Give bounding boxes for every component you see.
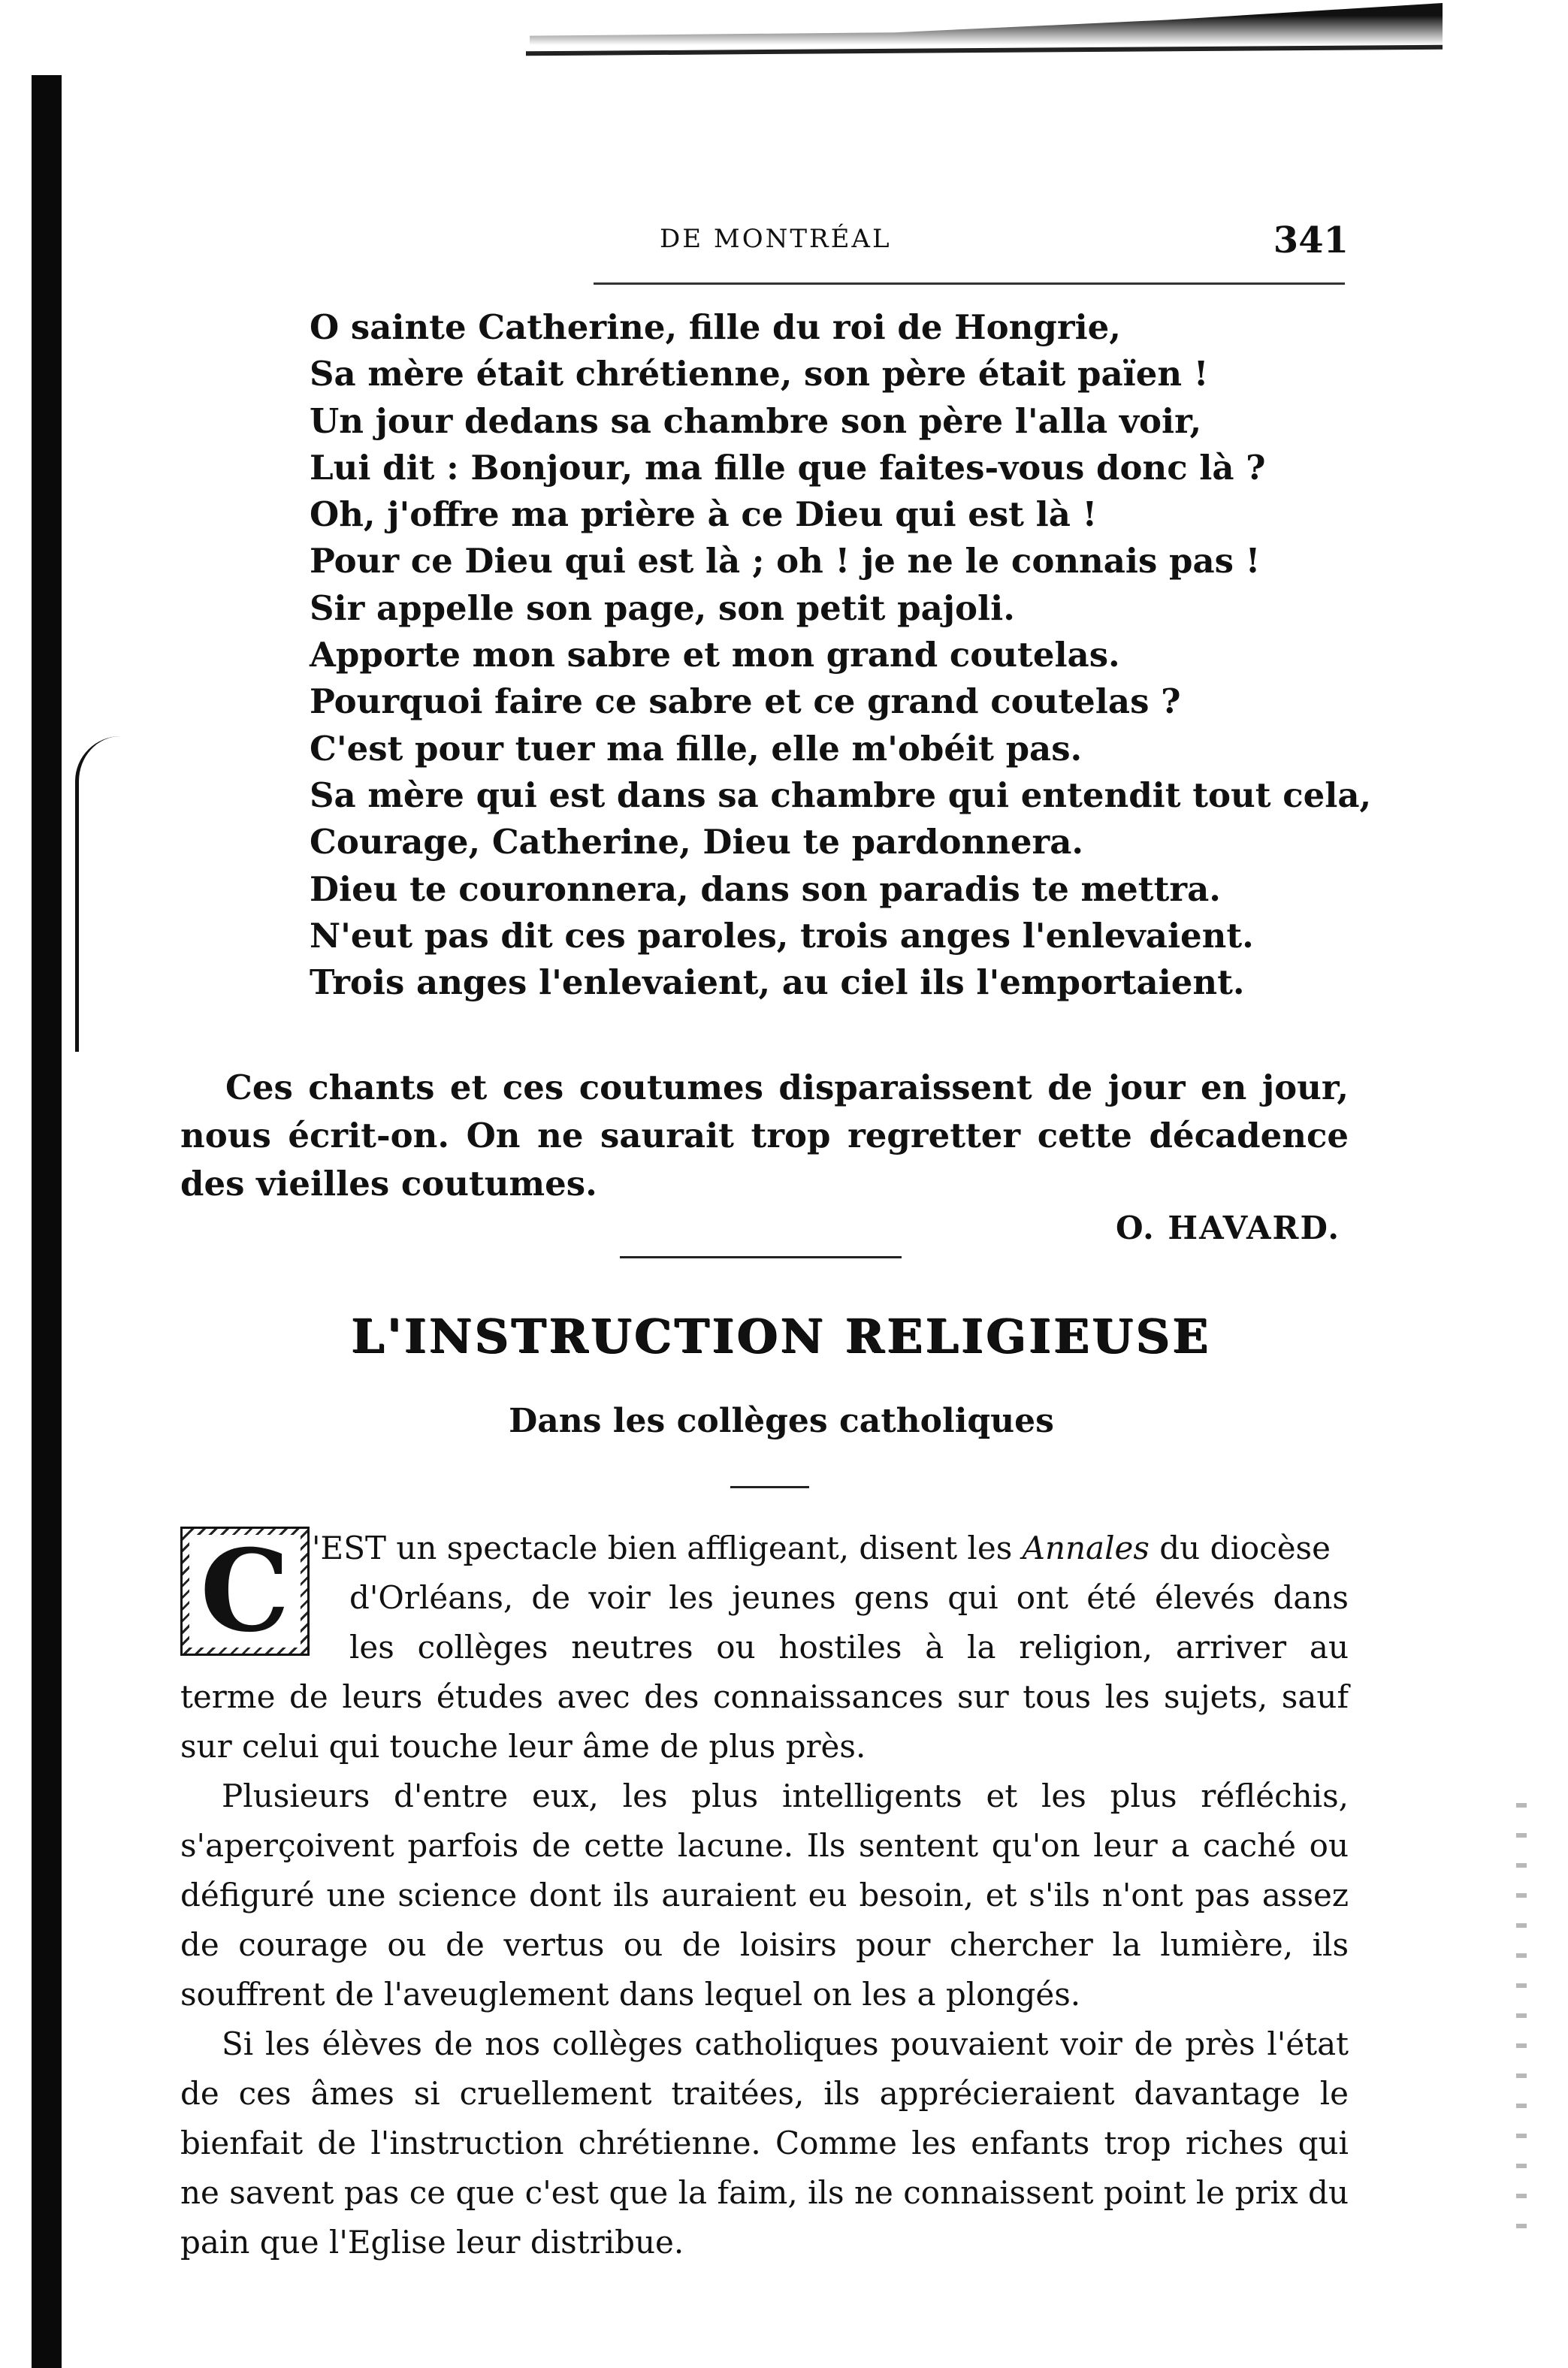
subtitle-separator [730, 1486, 809, 1488]
poem-line: C'est pour tuer ma fille, elle m'obéit pas. [310, 728, 1083, 769]
poem-line: Sir appelle son page, son petit pajoli. [310, 587, 1015, 628]
poem-line: Pourquoi faire ce sabre et ce grand coutelas ? [310, 681, 1181, 722]
header-rule [594, 282, 1345, 285]
italic-source-title: Annales [1022, 1530, 1150, 1566]
poem [310, 304, 1372, 1006]
paragraph-1-text: du diocèse [1149, 1530, 1331, 1566]
poem-line: Sa mère qui est dans sa chambre qui entendit tout cela, [310, 775, 1372, 815]
page-header [184, 219, 1352, 264]
paragraph-3: Si les élèves de nos collèges catholiques pouvaient voir de près l'état de ces âmes si cruellement traitées, ils apprécieraient davantage le bienfait de l'instruction chrétienne. Comme les enfants trop riches qui ne savent pas ce que c'est que la faim, ils ne connaissent point le prix du pain que l'Eglise leur distribue. [180, 2025, 1349, 2261]
poem-line: N'eut pas dit ces paroles, trois anges l'enlevaient. [310, 915, 1254, 956]
page-number: 341 [1273, 219, 1349, 261]
scan-bleed-through [1495, 1803, 1548, 2254]
poem-line: Dieu te couronnera, dans son paradis te mettra. [310, 868, 1221, 909]
poem-line: Courage, Catherine, Dieu te pardonnera. [310, 822, 1084, 862]
section-separator [620, 1256, 902, 1258]
drop-cap [180, 1527, 310, 1656]
poem-line: Oh, j'offre ma prière à ce Dieu qui est là ! [310, 494, 1098, 535]
scan-edge-top-line [526, 45, 1443, 56]
poem-line: Sa mère était chrétienne, son père était païen ! [310, 354, 1209, 394]
author-signature: O. HAVARD. [1116, 1210, 1340, 1246]
paragraph-1-line-3: les collèges neutres ou hostiles à la religion, arriver au [349, 1629, 1349, 1666]
paragraph-1-text: 'EST un spectacle bien affligeant, disent les [312, 1530, 1023, 1566]
closing-paragraph: Ces chants et ces coutumes disparaissent de jour en jour, nous écrit-on. On ne saurait trop regretter cette décadence des vieilles coutumes. [180, 1068, 1349, 1204]
poem-line: Lui dit : Bonjour, ma fille que faites-vous donc là ? [310, 447, 1266, 488]
running-head: DE MONTRÉAL [660, 224, 892, 254]
poem-line: O sainte Catherine, fille du roi de Hongrie, [310, 307, 1121, 347]
paragraph-2: Plusieurs d'entre eux, les plus intelligents et les plus réfléchis, s'aperçoivent parfois de cette lacune. Ils sentent qu'on leur a caché ou défiguré une science dont ils auraient eu besoin, et s'ils n'ont pas assez de courage ou de vertus ou de loisirs pour chercher la lumière, ils souffrent de l'aveuglement dans lequel on les a plongés. [180, 1778, 1349, 2013]
scan-page-curl [75, 736, 124, 1052]
poem-line: Trois anges l'enlevaient, au ciel ils l'emportaient. [310, 962, 1245, 1003]
paragraph-1-line-1 [312, 1524, 1349, 1573]
section-title: L'INSTRUCTION RELIGIEUSE [351, 1309, 1212, 1364]
poem-line: Un jour dedans sa chambre son père l'alla voir, [310, 400, 1202, 441]
paragraph-1-line-2: d'Orléans, de voir les jeunes gens qui ont été élevés dans [349, 1579, 1349, 1616]
section-subtitle: Dans les collèges catholiques [509, 1402, 1054, 1440]
scan-edge-left [32, 75, 62, 2368]
paragraph-1-rest: terme de leurs études avec des connaissances sur tous les sujets, sauf sur celui qui touche leur âme de plus près. [180, 1678, 1349, 1765]
poem-line: Apporte mon sabre et mon grand coutelas. [310, 635, 1120, 675]
scan-edge-top [530, 3, 1443, 45]
drop-cap-letter: C [189, 1535, 300, 1648]
poem-line: Pour ce Dieu qui est là ; oh ! je ne le connais pas ! [310, 541, 1261, 581]
